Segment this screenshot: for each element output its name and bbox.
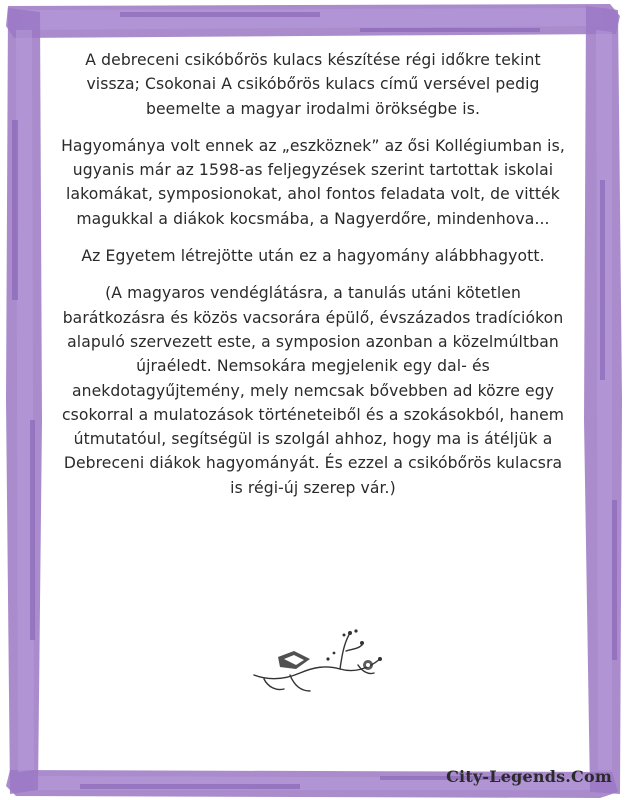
paragraph-revival: (A magyaros vendéglátásra, a tanulás utáni kötetlen barátkozásra és közös vacsorára épülő, évszázados tradíciókon alapuló szervezett este, a symposion azonban a közelmúltban újraéledt. Nemsokára megjelenik egy dal- és anekdotagyűjtemény, mely nemcsak bővebben ad közre egy csokorral a mulatozások történeteiből és a szokásokból, hanem útmutatóul, segítségül is szolgál ahhoz, hogy ma is átéljük a Debreceni diákok hagyományát. És ezzel a csikóbőrös kulacsra is régi-új szerep vár.) [61,284,565,497]
body-text [58,48,568,513]
floral-ornament-icon [250,625,390,697]
watermark-text: City-Legends.Com [446,767,612,786]
paragraph-decline: Az Egyetem létrejötte után ez a hagyomány alábbhagyott. [81,247,545,266]
watermark-logo [446,767,612,786]
paragraph-intro: A debreceni csikóbőrös kulacs készítése régi időkre tekint vissza; Csokonai A csikóbőrös kulacs című versével pedig beemelte a magyar irodalmi örökségbe is. [85,51,541,118]
paragraph-history: Hagyománya volt ennek az „eszköznek” az ősi Kollégiumban is, ugyanis már az 1598-as feljegyzések szerint tartottak iskolai lakomákat, symposionokat, ahol fontos feladata volt, de vitték magukkal a diákok kocsmába, a Nagyerdőre, mindenhova... [61,136,565,228]
